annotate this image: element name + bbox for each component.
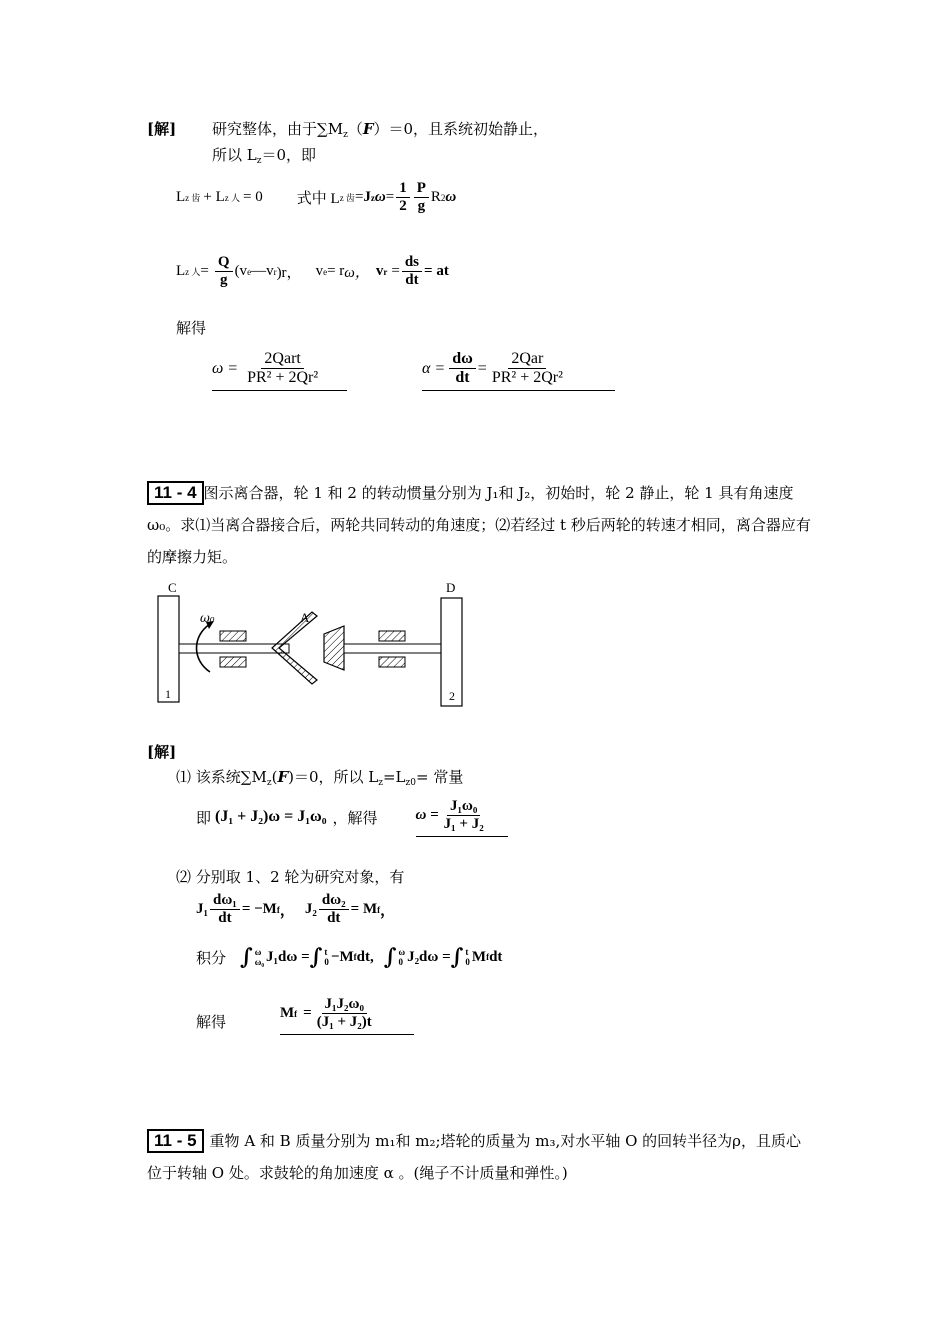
label-1: 1 [165, 687, 171, 701]
text: ）＝0，且系统初始静止， [373, 120, 549, 138]
eq-term: ， [279, 903, 295, 920]
solution-step-1 [176, 766, 463, 788]
subscript: e [247, 266, 252, 277]
subscript: r [383, 266, 388, 277]
numerator: ds [402, 254, 422, 272]
denominator: PR² + 2Qr² [491, 369, 563, 387]
eq-term: R [430, 189, 441, 206]
fraction [244, 350, 321, 388]
eq-term: ω [445, 189, 457, 206]
subscript: z 齿 [185, 193, 201, 204]
numerator: J₁J₂ω₀ [322, 996, 367, 1014]
integral-limits [255, 947, 264, 967]
eq-term: = −M [241, 901, 277, 918]
force-symbol: F [277, 768, 289, 786]
fraction [414, 180, 429, 216]
text: )＝0，所以 L [288, 768, 379, 786]
eq-term: = [385, 189, 395, 206]
eq-term: J [363, 189, 371, 206]
fraction [449, 350, 476, 388]
eq-term: J₁ [196, 901, 208, 918]
fraction [402, 254, 422, 290]
bearing [220, 631, 246, 641]
equation-1 [176, 180, 456, 216]
eq-term: = M [350, 901, 378, 918]
integral-limits [465, 947, 470, 967]
fraction [314, 996, 375, 1032]
clutch-cone-right [324, 626, 344, 670]
subscript: f [276, 904, 280, 915]
superscript: 2 [440, 192, 446, 203]
eq-term: J₂ [304, 901, 317, 918]
subscript: z 齿 [339, 193, 355, 204]
equation-2 [176, 254, 449, 290]
text: 积分 [196, 948, 227, 967]
lower-limit: ω₀ [254, 957, 265, 967]
eq-term: ， [380, 903, 396, 920]
solution-step-5 [196, 944, 502, 970]
text: （ [347, 120, 363, 138]
integral-sign: ∫ [450, 944, 464, 970]
equation: (J₁ + J₂)ω = J₁ω₀ [215, 808, 327, 826]
subscript: f [377, 904, 381, 915]
subscript: e [323, 266, 328, 277]
text: ⑴ 该系统∑M [176, 768, 267, 786]
integral-sign: ∫ [383, 944, 397, 970]
integrand: dt [489, 948, 503, 965]
fraction [441, 798, 487, 834]
denominator: dt [405, 272, 419, 289]
denominator: J₁ + J₂ [443, 816, 484, 833]
integrand: −M [330, 948, 354, 965]
subscript: z [370, 192, 375, 203]
solution-line-1 [212, 118, 548, 140]
label-c: C [168, 580, 177, 595]
label-d: D [446, 580, 456, 595]
bearing [379, 631, 405, 641]
subscript: f [486, 952, 490, 962]
eq-term: ω [374, 189, 386, 206]
force-symbol: F [362, 120, 374, 138]
eq-term: = [354, 189, 364, 206]
solve-label: 解得 [176, 319, 207, 337]
subscript: z [378, 778, 383, 788]
numerator: J₁ω₀ [447, 798, 480, 816]
integrand: dt, [356, 948, 374, 965]
eq-term: α = [422, 359, 446, 377]
subscript: z0 [405, 778, 416, 788]
upper-limit: t [465, 947, 469, 957]
eq-term: = 0 [243, 189, 263, 206]
solution-step-3: ⑵ 分别取 1、2 轮为研究对象，有 [176, 868, 405, 886]
problem-text: 图示离合器，轮 1 和 2 的转动惯量分别为 J₁和 J₂，初始时，轮 2 静止，轮 1 具有角速度ω₀。求⑴当离合器接合后，两轮共同转动的角速度；⑵若经过 t 秒后两轮的转速才相同，离合器应有的摩擦力矩。 [147, 484, 811, 566]
lower-limit: 0 [398, 957, 403, 967]
solve-label-2: 解得 [196, 1013, 227, 1031]
label-a: A [300, 610, 310, 625]
subscript: f [294, 1008, 298, 1019]
integral-limits [398, 947, 405, 967]
solution-tag: [解] [147, 120, 177, 138]
eq-term: = [391, 263, 400, 280]
eq-term: L [176, 263, 186, 280]
text: 研究整体，由于∑M [212, 120, 344, 138]
text: = 常量 [415, 768, 464, 786]
subscript: z [256, 156, 262, 166]
fraction [396, 180, 410, 216]
integrand: M [471, 948, 487, 965]
eq-term: ω = [415, 807, 439, 824]
shaft-2 [344, 644, 441, 653]
denominator: dt [455, 369, 470, 387]
text: ＝0，即 [261, 146, 317, 164]
upper-limit: ω [254, 947, 262, 957]
text: ，解得 [332, 808, 378, 827]
clutch-cone-a [272, 612, 317, 684]
fraction [215, 254, 233, 290]
denominator: (J₁ + J₂)t [316, 1014, 372, 1031]
subscript: f [353, 952, 357, 962]
eq-term: = at [424, 263, 449, 280]
text: 即 [196, 808, 212, 827]
label-omega0: ω₀ [200, 611, 215, 625]
denominator: g [417, 198, 426, 215]
upper-limit: ω [398, 947, 406, 957]
denominator: g [219, 272, 228, 289]
eq-term: = [200, 263, 209, 280]
denominator: PR² + 2Qr² [247, 369, 319, 387]
fraction [210, 892, 240, 928]
eq-term: M [280, 1005, 295, 1022]
denominator: dt [218, 910, 232, 927]
eq-term: v [375, 263, 384, 280]
denominator: dt [327, 910, 341, 927]
integral-equation [240, 944, 502, 970]
upper-limit: t [324, 947, 328, 957]
eq-term: 式中 L [296, 191, 340, 208]
problem-11-5 [147, 1125, 812, 1189]
text: ( [271, 768, 278, 786]
solution-step-2 [196, 798, 508, 837]
numerator: 2Qart [261, 350, 303, 369]
numerator: dω₂ [319, 892, 349, 910]
integral-sign: ∫ [240, 944, 253, 970]
integrand: J₂dω = [407, 948, 451, 965]
numerator: Q [215, 254, 233, 272]
numerator: dω [449, 350, 476, 369]
eq-term: = [303, 1005, 312, 1022]
problem-tag: 11 - 5 [147, 1129, 204, 1153]
bearing [379, 657, 405, 667]
result-friction-moment [280, 996, 414, 1035]
eq-term: ω = [212, 359, 239, 377]
fraction [319, 892, 349, 928]
subscript: z 人 [185, 267, 201, 278]
bearing [220, 657, 246, 667]
solution-tag: [解] [147, 743, 177, 761]
eq-term: )r， [276, 265, 302, 282]
result-alpha [422, 350, 615, 391]
integrand: J₁dω = [266, 948, 310, 965]
result-common-omega [416, 798, 508, 837]
eq-term: (v [234, 263, 248, 280]
numerator: dω₁ [210, 892, 240, 910]
eq-term: + L [203, 189, 225, 206]
subscript: r [273, 266, 277, 277]
integral-limits [324, 947, 329, 967]
text: 所以 L [212, 146, 257, 164]
eq-term: = r [327, 263, 345, 280]
problem-tag: 11 - 4 [147, 481, 204, 505]
result-omega [212, 350, 347, 391]
eq-term: L [176, 189, 186, 206]
solution-step-4 [196, 892, 395, 928]
eq-term: = [477, 359, 487, 377]
lower-limit: 0 [465, 957, 470, 967]
fraction [489, 350, 566, 388]
denominator: 2 [399, 198, 407, 215]
numerator: 1 [396, 180, 410, 198]
subscript: z 人 [224, 193, 241, 204]
integral-sign: ∫ [309, 944, 323, 970]
subscript: z [343, 130, 348, 140]
numerator: P [414, 180, 429, 198]
eq-term: —v [251, 263, 274, 280]
subscript: z [266, 778, 272, 788]
eq-term: ω， [344, 265, 370, 282]
lower-limit: 0 [324, 957, 329, 967]
solution-line-2 [212, 144, 316, 166]
text: =L [382, 768, 406, 786]
problem-text: 重物 A 和 B 质量分别为 m₁和 m₂;塔轮的质量为 m₃,对水平轴 O 的回转半径为ρ，且质心位于转轴 O 处。求鼓轮的角加速度 α 。(绳子不计质量和弹性。) [147, 1132, 801, 1182]
label-2: 2 [449, 689, 455, 703]
numerator: 2Qar [508, 350, 546, 369]
problem-11-4 [147, 477, 812, 573]
clutch-figure [150, 578, 470, 708]
eq-term: v [315, 263, 324, 280]
